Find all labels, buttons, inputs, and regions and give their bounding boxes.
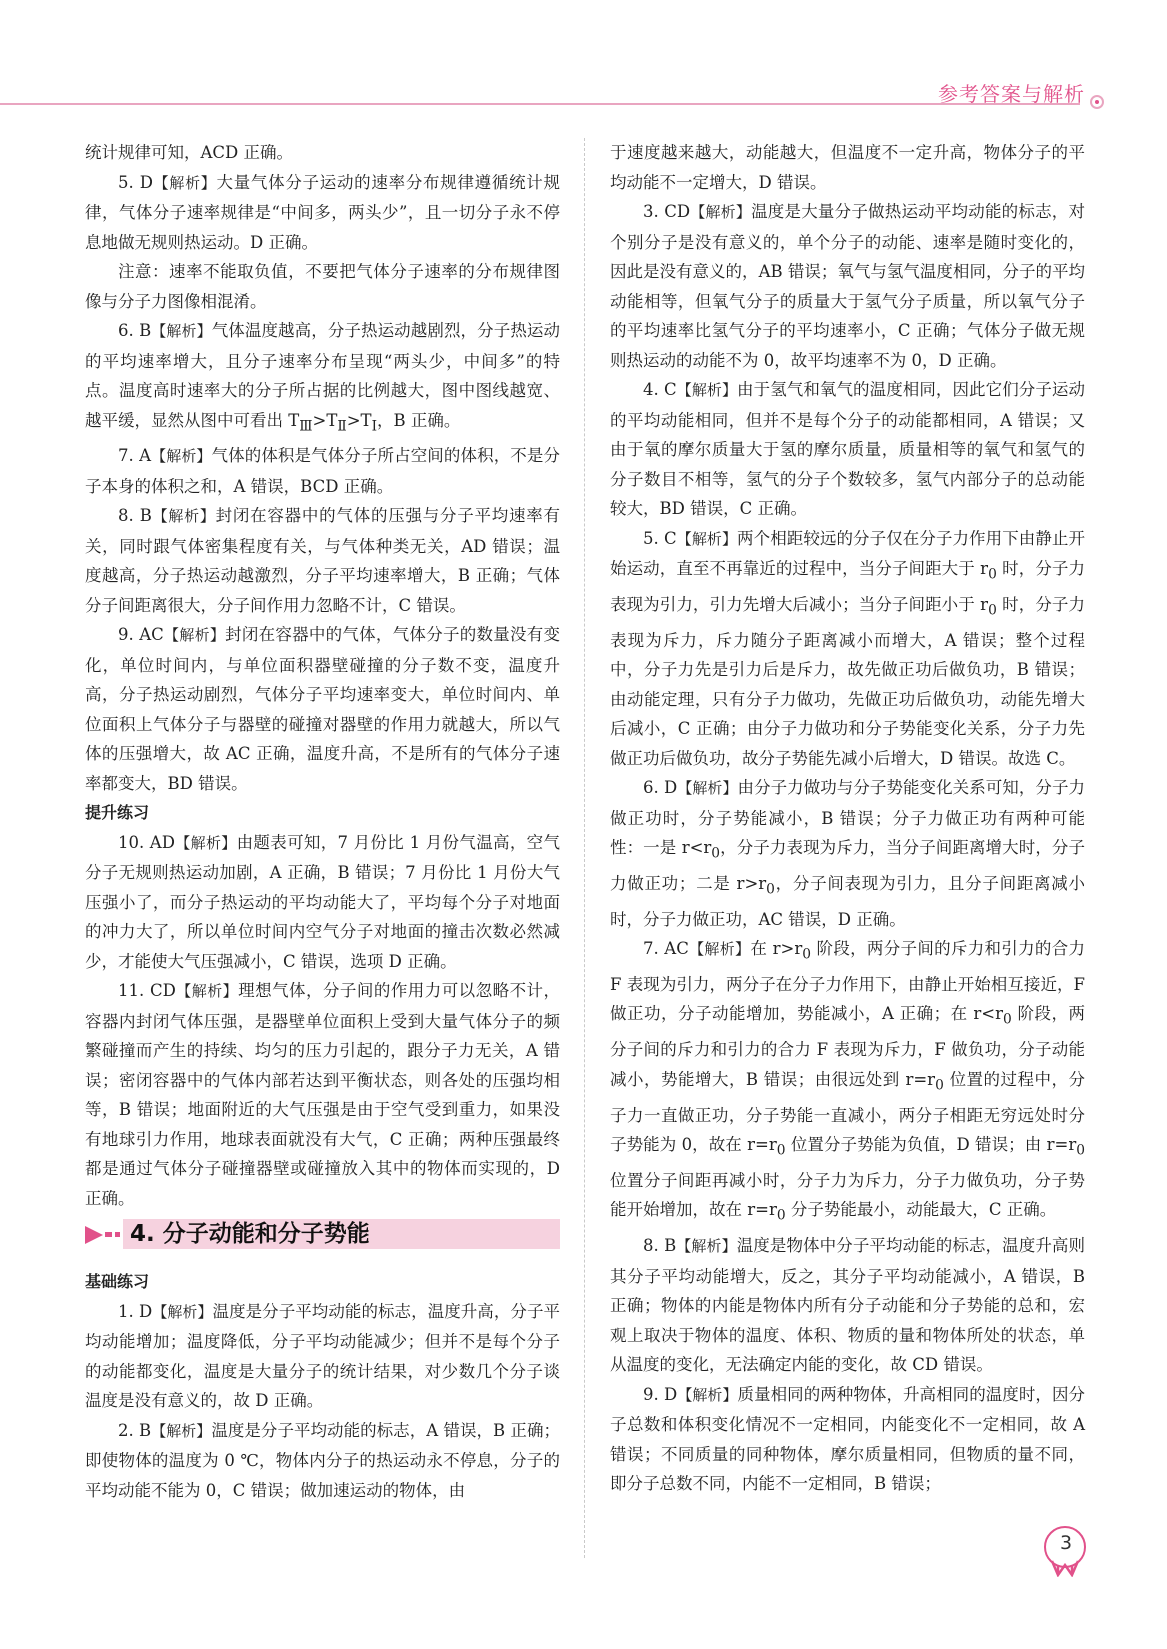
subheading-advanced: 提升练习: [85, 803, 150, 823]
analysis-tag: 【解析】: [677, 1385, 738, 1404]
section-title: 4. 分子动能和分子势能: [130, 1221, 370, 1248]
analysis-tag: 【解析】: [151, 507, 216, 526]
analysis-tag: 【解析】: [175, 982, 239, 1001]
answer-10: 10. AD【解析】由题表可知，7 月份比 1 月份气温高，空气分子无规则热运动加剧，A 正确，B 错误；7 月份比 1 月份大气压强小了，而分子热运动的平均动能大了，平均每个分子对地面的冲力大了，所以单位时间内空气分子对地面的撞击次数必然减少，才能使大气压强减小，C 错误，选项 D 正确。: [85, 832, 560, 971]
analysis-tag: 【解析】: [163, 626, 226, 645]
analysis-tag: 【解析】: [152, 173, 217, 192]
analysis-tag: 【解析】: [152, 1302, 213, 1321]
left-column: [85, 138, 560, 1505]
paragraph: 统计规律可知，ACD 正确。: [85, 143, 294, 162]
answer-6-right: 6. D【解析】由分子力做功与分子势能变化关系可知，分子力做正功时，分子势能减小，B 错误；分子力做正功有两种可能性：一是 $r<r_0$，分子力表现为斥力，当分子间距离增大时，分子力做正功；二是 $r>r_0$，分子间表现为引力，且分子间距离减小时，分子力做正功，AC 错误，D 正确。: [610, 778, 1085, 929]
answer-5-right: 5. C【解析】两个相距较远的分子仅在分子力作用下由静止开始运动，直至不再靠近的过程中，当分子间距大于 $r_0$ 时，分子力表现为引力，引力先增大后减小；当分子间距小于 $r_0$ 时，分子力表现为斥力，斥力随分子距离减小而增大，A 错误；整个过程中，分子力先是引力后是斥力，故先做正功后做负功，B 错误；由动能定理，只有分子力做功，先做正功后做负功，动能先增大后减小，C 正确；由分子力做功和分子势能变化关系，分子力先做正功后做负功，故分子势能先减小后增大，D 错误。故选 C。: [610, 528, 1085, 768]
answer-8-right: 8. B【解析】温度是物体中分子平均动能的标志，温度升高则其分子平均动能增大，反之，其分子平均动能减小，A 错误，B 正确；物体的内能是物体内所有分子动能和分子势能的总和，宏观上取决于物体的温度、体积、物质的量和物体所处的状态，单从温度的变化，无法确定内能的变化，故 CD 错误。: [610, 1236, 1086, 1375]
section-banner: [85, 1219, 560, 1249]
answer-3: 3. CD【解析】温度是大量分子做热运动平均动能的标志，对个别分子是没有意义的，单个分子的动能、速率是随时变化的，因此是没有意义的，AB 错误；氧气与氢气温度相同，分子的平均动能相等，但氧气分子的质量大于氢气分子质量，所以氧气分子的平均速率比氢气分子的平均速率小，C 正确；气体分子做无规则热运动的动能不为 0，故平均速率不为 0，D 正确。: [610, 202, 1086, 370]
paragraph: 于速度越来越大，动能越大，但温度不一定升高，物体分子的平均动能不一定增大，D 错误。: [610, 143, 1085, 192]
page-number: 3: [1059, 1532, 1073, 1554]
analysis-tag: 【解析】: [677, 779, 738, 798]
analysis-tag: 【解析】: [174, 833, 237, 852]
subheading-basic: 基础练习: [85, 1272, 150, 1292]
answer-5: 5. D【解析】大量气体分子运动的速率分布规律遵循统计规律，气体分子速率规律是“中间多，两头少”，且一切分子永不停息地做无规则热运动。D 正确。: [85, 172, 561, 252]
answer-9: 9. AC【解析】封闭在容器中的气体，气体分子的数量没有变化，单位时间内，与单位面积器壁碰撞的分子数不变，温度升高，分子热运动剧烈，气体分子平均速率变大，单位时间内、单位面积上气体分子与器壁的碰撞对器壁的作用力就越大，所以气体的压强增大，故 AC 正确，温度升高，不是所有的气体分子速率都变大，BD 错误。: [85, 625, 560, 793]
dash-mark: [105, 1232, 112, 1237]
right-column: [610, 138, 1085, 1499]
dash-mark: [115, 1232, 120, 1237]
analysis-tag: 【解析】: [688, 940, 751, 959]
analysis-tag: 【解析】: [690, 203, 752, 221]
analysis-tag: 【解析】: [151, 322, 212, 340]
header-rule: [0, 103, 1080, 105]
analysis-tag: 【解析】: [151, 1421, 212, 1440]
header-circle-icon: [1090, 95, 1104, 109]
arrow-icon: [85, 1226, 103, 1244]
analysis-tag: 【解析】: [151, 447, 212, 466]
answer-8: 8. B【解析】封闭在容器中的气体的压强与分子平均速率有关，同时跟气体密集程度有关，与气体种类无关，AD 错误；温度越高，分子热运动越激烈，分子平均速率增大，B 正确；气体分子间距离很大，分子间作用力忽略不计，C 错误。: [85, 506, 560, 615]
answer-2: 2. B【解析】温度是分子平均动能的标志，A 错误，B 正确；即使物体的温度为 0 ℃，物体内分子的热运动永不停息，分子的平均动能不能为 0，C 错误；做加速运动的物体，由: [85, 1420, 560, 1500]
column-divider: [584, 138, 585, 1558]
answer-1: 1. D【解析】温度是分子平均动能的标志，温度升高，分子平均动能增加；温度降低，分子平均动能减少；但并不是每个分子的动能都变化，温度是大量分子的统计结果，对少数几个分子谈温度是没有意义的，故 D 正确。: [85, 1301, 560, 1411]
answer-11: 11. CD【解析】理想气体，分子间的作用力可以忽略不计，容器内封闭气体压强，是器壁单位面积上受到大量气体分子的频繁碰撞而产生的持续、均匀的压力引起的，跟分子力无关，A 错误；密闭容器中的气体内部若达到平衡状态，则各处的压强均相等，B 错误；地面附近的大气压强是由于空气受到重力，如果没有地球引力作用，地球表面就没有大气，C 正确；两种压强最终都是通过气体分子碰撞器壁或碰撞放入其中的物体而实现的，D 正确。: [85, 981, 560, 1208]
analysis-tag: 【解析】: [676, 529, 738, 548]
answer-4: 4. C【解析】由于氢气和氧气的温度相同，因此它们分子运动的平均动能相同，但并不是每个分子的动能都相同，A 错误；又由于氧的摩尔质量大于氢的摩尔质量，质量相等的氧气和氢气的分子数目不相等，氢气的分子个数较多，氢气内部分子的总动能较大，BD 错误，C 正确。: [610, 380, 1085, 518]
note-paragraph: 注意：速率不能取负值，不要把气体分子速率的分布规律图像与分子力图像相混淆。: [85, 262, 560, 311]
header-title: 参考答案与解析: [938, 82, 1085, 106]
analysis-tag: 【解析】: [676, 381, 738, 399]
answer-7-right: 7. AC【解析】在 $r>r_0$ 阶段，两分子间的斥力和引力的合力 F 表现为引力，两分子在分子力作用下，由静止开始相互接近，F 做正功，分子动能增加，势能减小，A 正确；在 $r<r_0$ 阶段，两分子间的斥力和引力的合力 F 表现为斥力，F 做负功，分子动能减小，势能增大，B 错误；由很远处到 $r=r_0$ 位置的过程中，分子力一直做正功，分子势能一直减小，两分子相距无穷远处时分子势能为 0，故在 $r=r_0$ 位置分子势能为负值，D 错误；由 $r=r_0$ 位置分子间距再减小时，分子力为斥力，分子力做负功，分子势能开始增加，故在 $r=r_0$ 分子势能最小，动能最大，C 正确。: [610, 939, 1086, 1224]
analysis-tag: 【解析】: [676, 1237, 737, 1256]
answer-9-right: 9. D【解析】质量相同的两种物体，升高相同的温度时，因分子总数和体积变化情况不一定相同，内能变化不一定相同，故 A 错误；不同质量的同种物体，摩尔质量相同，但物质的量不同，即分子总数不同，内能不一定相同，B 错误；: [610, 1384, 1085, 1494]
answer-7: 7. A【解析】气体的体积是气体分子所占空间的体积，不是分子本身的体积之和，A 错误，BCD 正确。: [85, 446, 560, 496]
answer-6: 6. B【解析】气体温度越高，分子热运动越剧烈，分子热运动的平均速率增大，且分子速率分布呈现“两头少，中间多”的特点。温度高时速率大的分子所占据的比例越大，图中图线越宽、越平缓，显然从图中可看出 $T_Ⅲ>T_Ⅱ>T_Ⅰ$，B 正确。: [85, 321, 561, 434]
